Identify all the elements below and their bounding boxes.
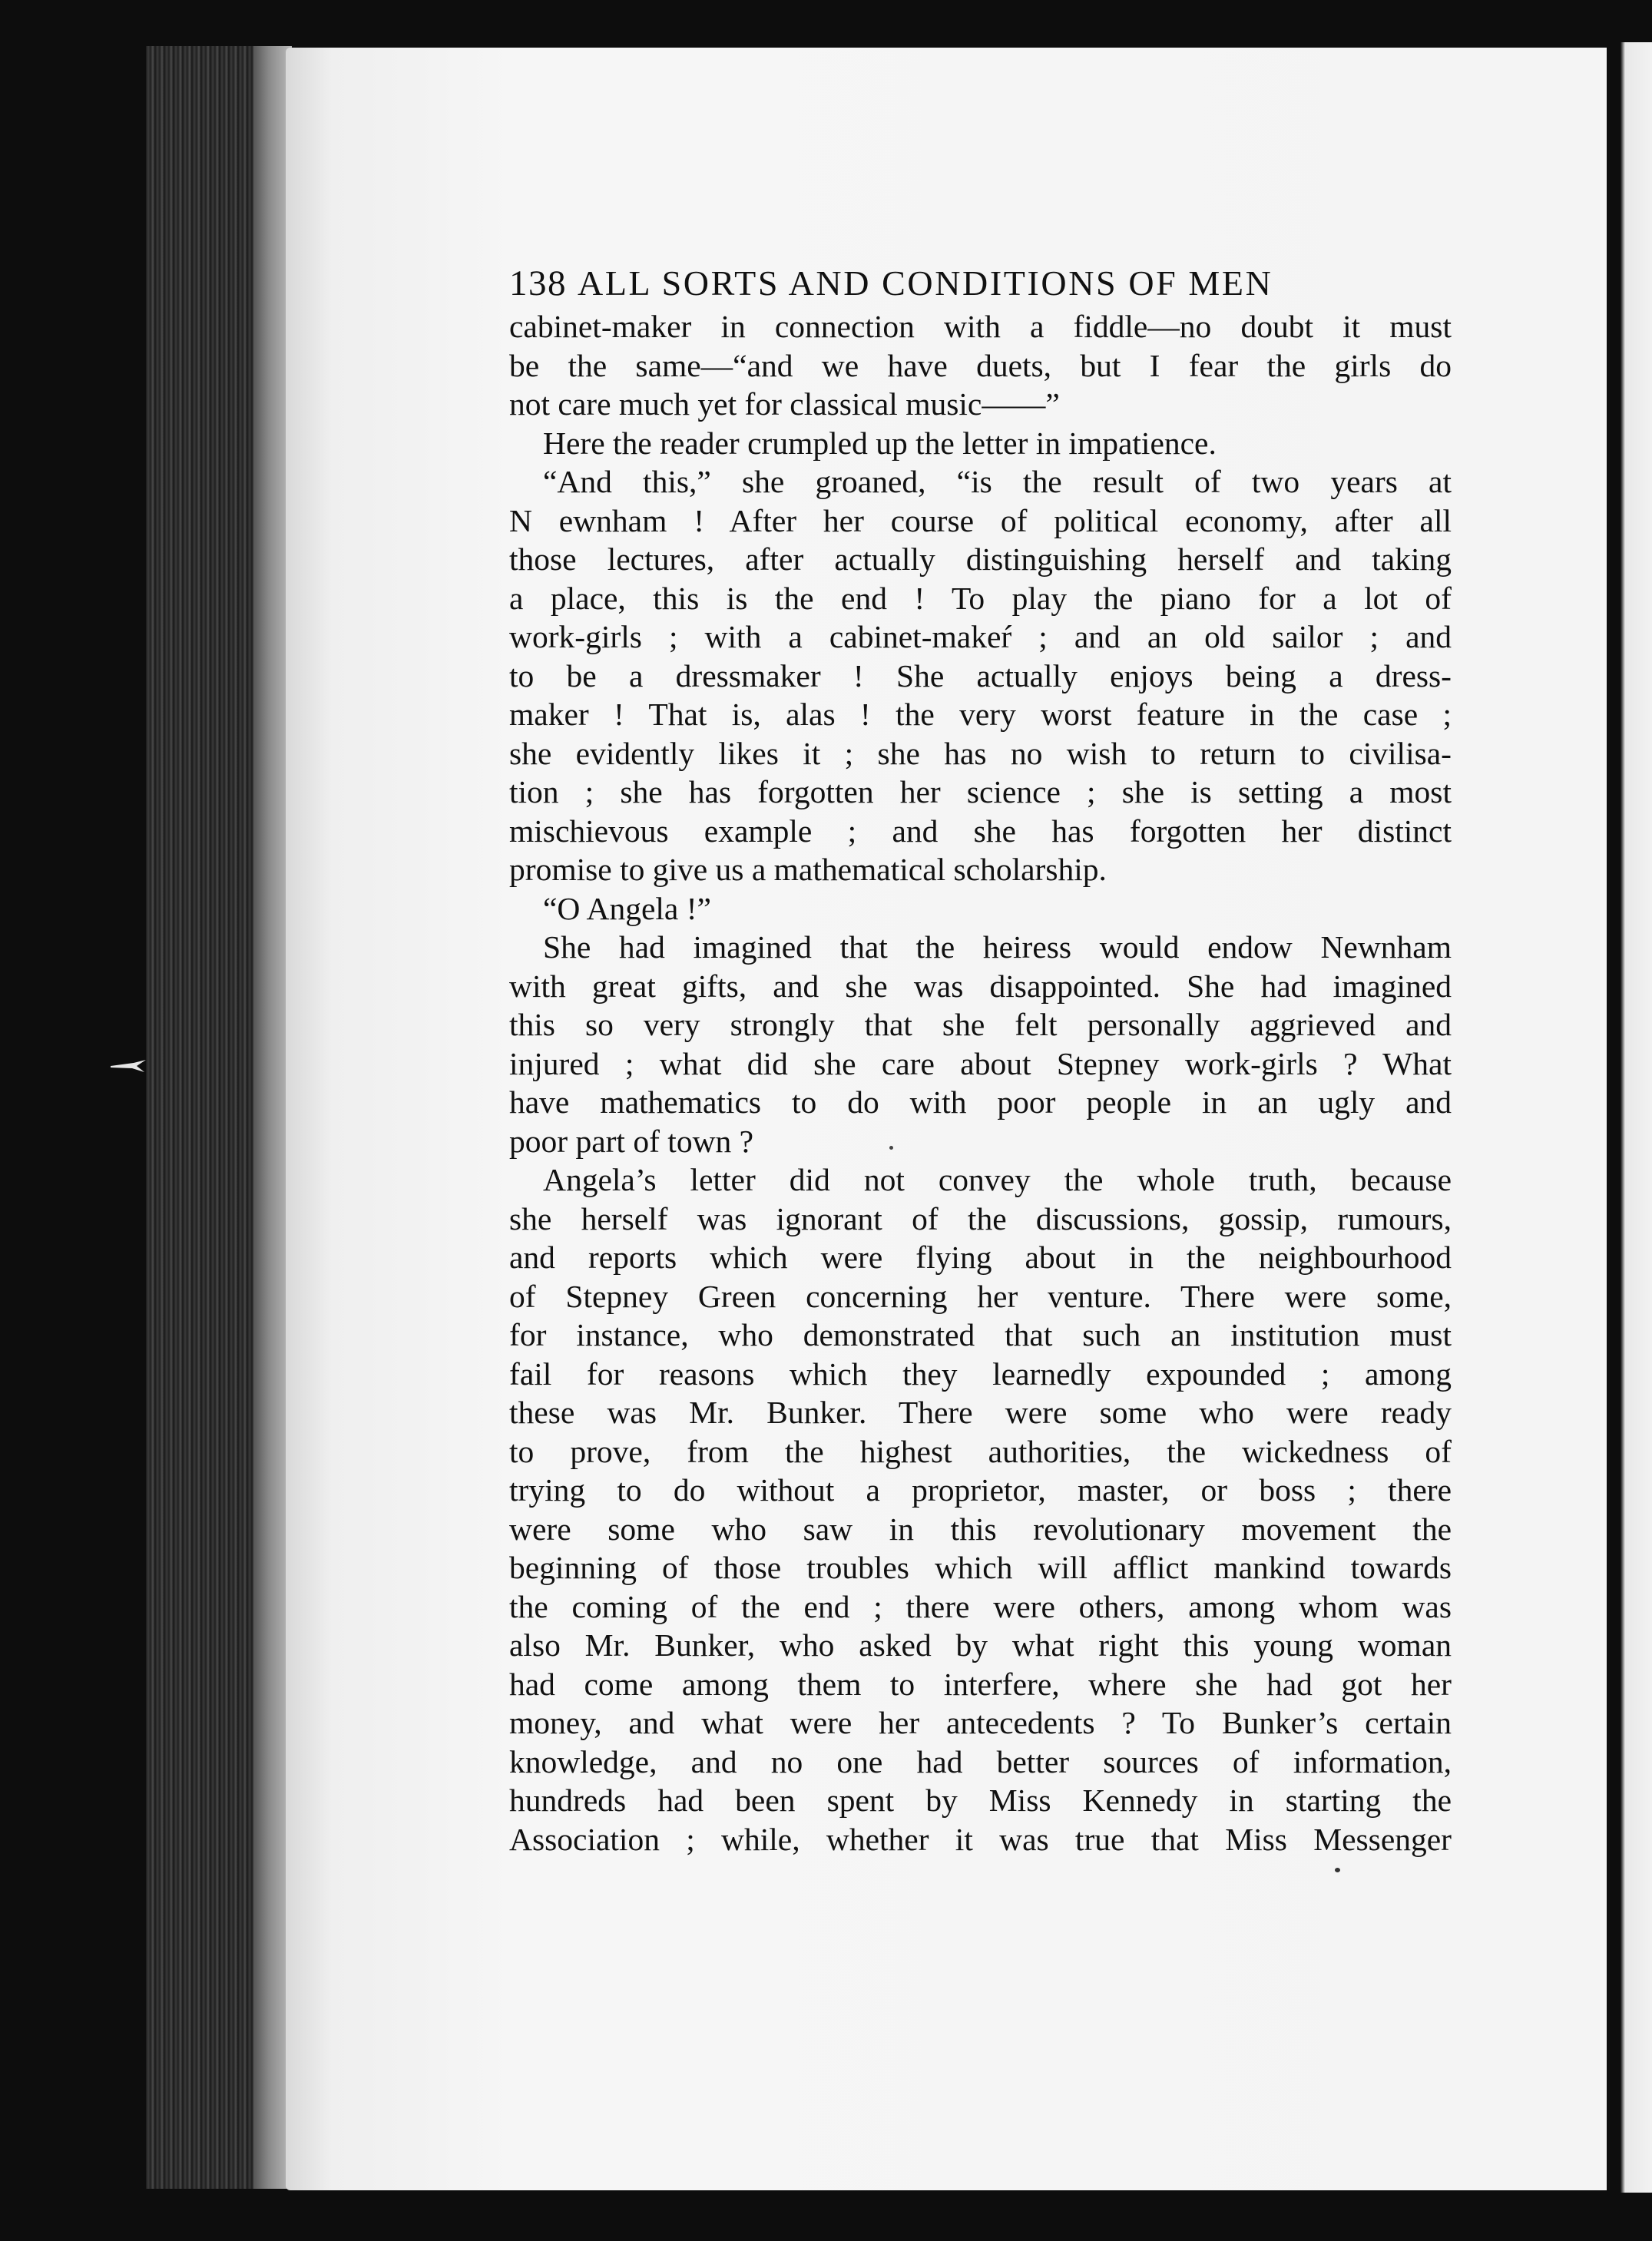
text-line: promise to give us a mathematical scholarship.	[509, 852, 1107, 887]
text-line: and reports which were flying about in the neighbourhood	[509, 1240, 1452, 1275]
text-line: for instance, who demonstrated that such an institution must	[509, 1317, 1452, 1352]
text-line: be the same—“and we have duets, but I fear the girls do	[509, 347, 1452, 383]
text-line: she herself was ignorant of the discussions, gossip, rumours,	[509, 1200, 1452, 1236]
text-line: to be a dressmaker ! She actually enjoys being a dress-	[509, 657, 1452, 693]
text-line: had come among them to interfere, where she had got her	[509, 1666, 1452, 1702]
text-line: this so very strongly that she felt personally aggrieved and	[509, 1007, 1452, 1042]
text-line: tion ; she has forgotten her science ; she is setting a most	[509, 774, 1452, 809]
book-title: ALL SORTS AND CONDITIONS OF MEN	[578, 263, 1273, 303]
text-line: to prove, from the highest authorities, the wickedness of	[509, 1433, 1452, 1469]
text-line: she evidently likes it ; she has no wish to return to civilisa-	[509, 735, 1452, 771]
text-line: N ewnham ! After her course of political economy, after all	[509, 502, 1452, 538]
facing-page-edge	[1621, 42, 1652, 2193]
margin-pointer-mark	[111, 1058, 146, 1074]
text-line: mischievous example ; and she has forgotten her distinct	[509, 813, 1452, 849]
text-line: have mathematics to do with poor people in an ugly and	[509, 1084, 1452, 1120]
text-line: injured ; what did she care about Stepney work-girls ? What	[509, 1045, 1452, 1081]
text-line: also Mr. Bunker, who asked by what right this young woman	[509, 1627, 1452, 1663]
text-line: beginning of those troubles which will afflict mankind towards	[509, 1550, 1452, 1585]
text-line: Here the reader crumpled up the letter in impatience.	[543, 425, 1217, 461]
text-line: were some who saw in this revolutionary movement the	[509, 1511, 1452, 1547]
page-number: 138	[509, 263, 567, 303]
text-line: trying to do without a proprietor, master, or boss ; there	[509, 1472, 1452, 1508]
text-line: hundreds had been spent by Miss Kennedy in starting the	[509, 1783, 1452, 1818]
text-line: Association ; while, whether it was true that Miss Messenger	[509, 1821, 1452, 1857]
text-line: “O Angela !”	[543, 890, 711, 926]
text-line: maker ! That is, alas ! the very worst feature in the case ;	[509, 697, 1452, 732]
body-text	[509, 307, 1452, 1859]
ink-speck	[1335, 1868, 1340, 1872]
text-line: the coming of the end ; there were others, among whom was	[509, 1588, 1452, 1624]
text-line: these was Mr. Bunker. There were some who were ready	[509, 1395, 1452, 1430]
text-line: work-girls ; with a cabinet-makeŕ ; and an old sailor ; and	[509, 619, 1452, 654]
running-head	[509, 260, 1452, 307]
text-line: with great gifts, and she was disappointed. She had imagined	[509, 968, 1452, 1004]
text-line: money, and what were her antecedents ? To Bunker’s certain	[509, 1705, 1452, 1740]
text-line: Angela’s letter did not convey the whole truth, because	[543, 1162, 1452, 1197]
text-line: those lectures, after actually distinguishing herself and taking	[509, 541, 1452, 577]
text-line: not care much yet for classical music——”	[509, 386, 1060, 422]
text-line: poor part of town ?	[509, 1123, 754, 1159]
text-line: cabinet-maker in connection with a fiddle—no doubt it must	[509, 309, 1452, 344]
text-line: a place, this is the end ! To play the piano for a lot of	[509, 580, 1452, 616]
text-line: of Stepney Green concerning her venture. There were some,	[509, 1278, 1452, 1314]
text-line: She had imagined that the heiress would endow Newnham	[543, 929, 1452, 965]
text-line: knowledge, and no one had better sources of information,	[509, 1743, 1452, 1779]
text-line: “And this,” she groaned, “is the result of two years at	[543, 464, 1452, 499]
page-text	[509, 260, 1452, 1859]
text-line: fail for reasons which they learnedly expounded ; among	[509, 1356, 1452, 1392]
